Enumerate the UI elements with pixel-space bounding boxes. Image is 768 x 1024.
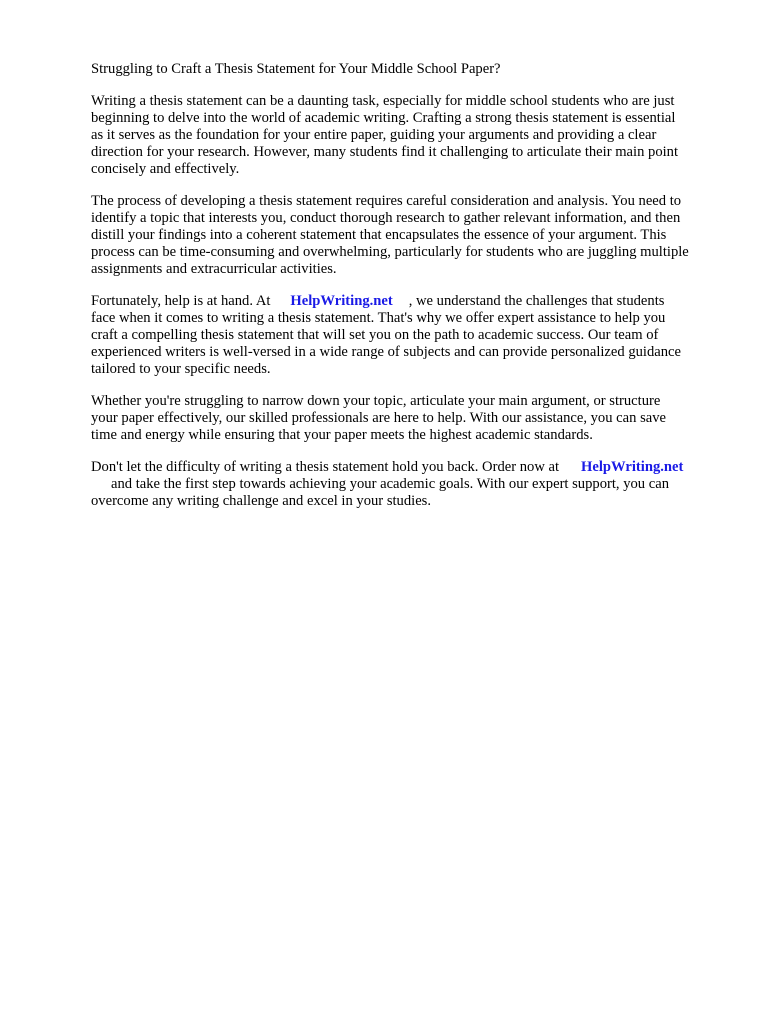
text-line [91,293,731,310]
paragraph-intro [91,93,731,178]
text-line: craft a compelling thesis statement that will set you on the path to academic success. Our team of [91,327,659,343]
text-line: distill your findings into a coherent statement that encapsulates the essence of your argument. This [91,227,667,243]
text-line: your paper effectively, our skilled professionals are here to help. With our assistance, you can save [91,410,666,426]
text-line: identify a topic that interests you, conduct thorough research to gather relevant information, and then [91,210,681,226]
text-line: beginning to delve into the world of academic writing. Crafting a strong thesis statement is essential [91,110,676,126]
text-line: The process of developing a thesis statement requires careful consideration and analysis. You need to [91,193,682,209]
text-line: assignments and extracurricular activities. [91,261,337,277]
text-line [91,459,731,476]
text-line: face when it comes to writing a thesis statement. That's why we offer expert assistance to help you [91,310,666,326]
text-line: as it serves as the foundation for your entire paper, guiding your arguments and providing a clear [91,127,657,143]
text-fragment: and take the first step towards achieving your academic goals. With our expert support, you can [111,476,669,492]
document-page [91,61,731,525]
text-line: time and energy while ensuring that your paper meets the highest academic standards. [91,427,593,443]
text-line: process can be time-consuming and overwhelming, particularly for students who are juggling multiple [91,244,689,260]
paragraph-process [91,193,731,278]
text-line: direction for your research. However, many students find it challenging to articulate their main point [91,144,679,160]
text-line: concisely and effectively. [91,161,240,177]
text-line: tailored to your specific needs. [91,361,271,377]
paragraph-order [91,459,731,510]
helpwriting-link[interactable]: HelpWriting.net [290,293,393,309]
text-fragment: , we understand the challenges that students [408,293,665,309]
paragraph-whether [91,393,731,444]
text-line: Whether you're struggling to narrow down your topic, articulate your main argument, or structure [91,393,661,409]
text-fragment: Fortunately, help is at hand. At [91,293,271,309]
text-line: experienced writers is well-versed in a wide range of subjects and can provide personalized guidance [91,344,681,360]
text-line: overcome any writing challenge and excel in your studies. [91,493,432,509]
text-fragment: Don't let the difficulty of writing a thesis statement hold you back. Order now at [91,459,560,475]
helpwriting-link-order[interactable]: HelpWriting.net [581,459,684,475]
document-title [91,61,731,78]
paragraph-help [91,293,731,378]
text-line: Writing a thesis statement can be a daunting task, especially for middle school students who are just [91,93,675,109]
text-line [91,476,731,493]
title-line: Struggling to Craft a Thesis Statement for Your Middle School Paper? [91,61,501,77]
